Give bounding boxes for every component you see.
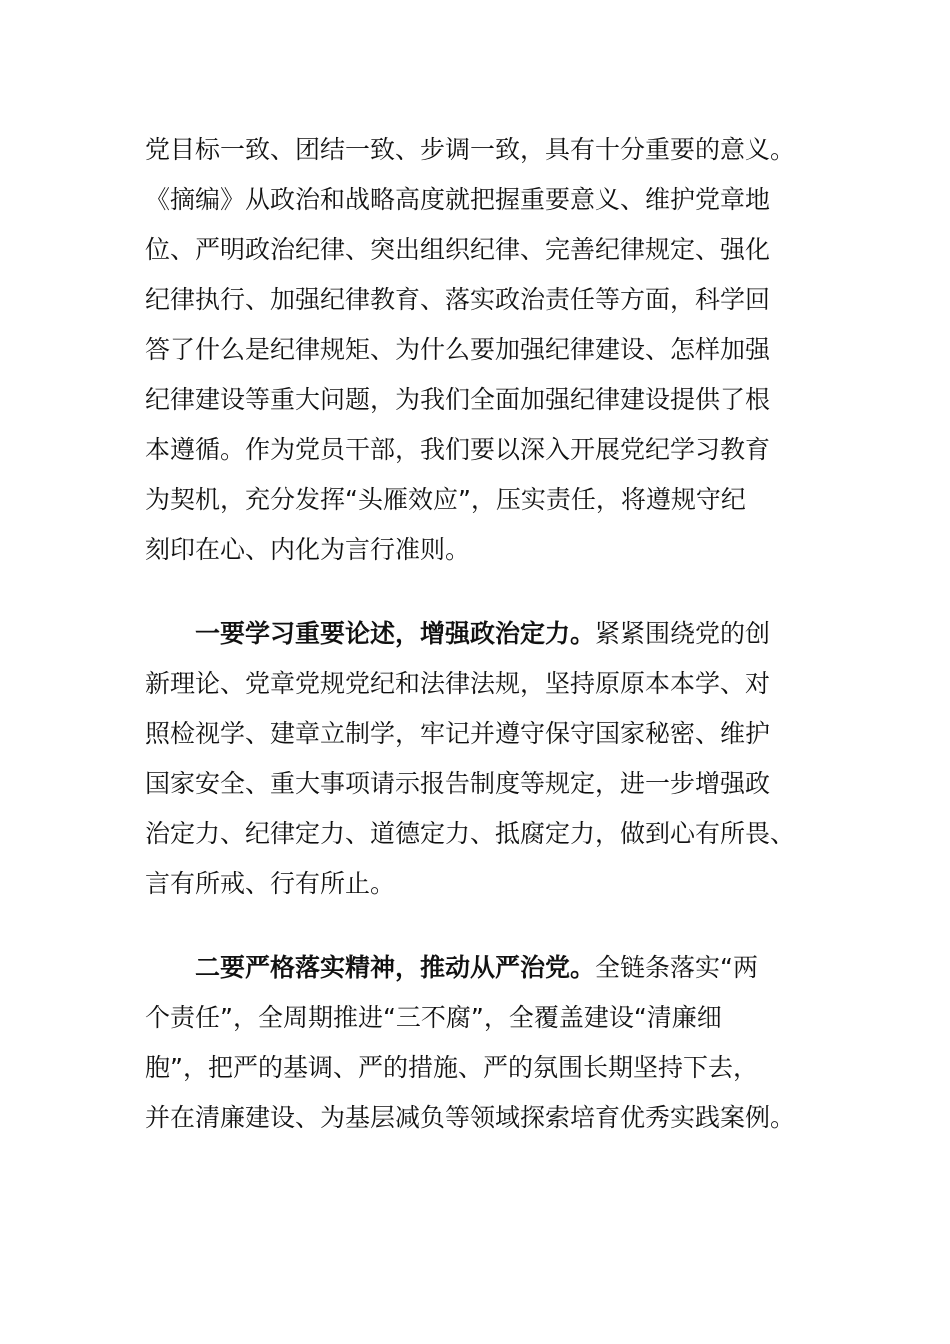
paragraph-intro bbox=[145, 125, 805, 575]
text-line-first bbox=[145, 609, 805, 659]
text-line: 胞”，把严的基调、严的措施、严的氛围长期坚持下去， bbox=[145, 1053, 758, 1082]
text-line: 为契机，充分发挥“头雁效应”，压实责任，将遵规守纪 bbox=[145, 485, 746, 514]
text-line: 国家安全、重大事项请示报告制度等规定，进一步增强政 bbox=[145, 769, 771, 798]
text-line: 并在清廉建设、为基层减负等领域探索培育优秀实践案例。 bbox=[145, 1103, 796, 1132]
paragraph-heading: 二要严格落实精神，推动从严治党。 bbox=[195, 953, 596, 982]
text-line: 《摘编》从政治和战略高度就把握重要意义、维护党章地 bbox=[145, 185, 771, 214]
text-line: 纪律执行、加强纪律教育、落实政治责任等方面，科学回 bbox=[145, 285, 771, 314]
paragraph-study bbox=[145, 609, 805, 909]
paragraph-text: 全链条落实“两 bbox=[595, 953, 758, 982]
text-line: 位、严明政治纪律、突出组织纪律、完善纪律规定、强化 bbox=[145, 235, 771, 264]
text-line: 新理论、党章党规党纪和法律法规，坚持原原本本学、对 bbox=[145, 669, 771, 698]
text-line: 本遵循。作为党员干部，我们要以深入开展党纪学习教育 bbox=[145, 435, 771, 464]
text-line: 刻印在心、内化为言行准则。 bbox=[145, 535, 471, 564]
text-line: 言有所戒、行有所止。 bbox=[145, 869, 396, 898]
text-line: 个责任”，全周期推进“三不腐”，全覆盖建设“清廉细 bbox=[145, 1003, 722, 1032]
text-line: 纪律建设等重大问题，为我们全面加强纪律建设提供了根 bbox=[145, 385, 771, 414]
paragraph-spacer bbox=[145, 575, 805, 609]
document-body bbox=[145, 125, 805, 1143]
text-line: 答了什么是纪律规矩、为什么要加强纪律建设、怎样加强 bbox=[145, 335, 771, 364]
paragraph-spacer bbox=[145, 909, 805, 943]
paragraph-implement bbox=[145, 943, 805, 1143]
text-line: 照检视学、建章立制学，牢记并遵守保守国家秘密、维护 bbox=[145, 719, 771, 748]
paragraph-heading: 一要学习重要论述，增强政治定力。 bbox=[195, 619, 596, 648]
text-line: 治定力、纪律定力、道德定力、抵腐定力，做到心有所畏、 bbox=[145, 819, 796, 848]
text-line-first bbox=[145, 943, 805, 993]
text-line: 党目标一致、团结一致、步调一致，具有十分重要的意义。 bbox=[145, 135, 796, 164]
paragraph-text: 紧紧围绕党的创 bbox=[595, 619, 771, 648]
